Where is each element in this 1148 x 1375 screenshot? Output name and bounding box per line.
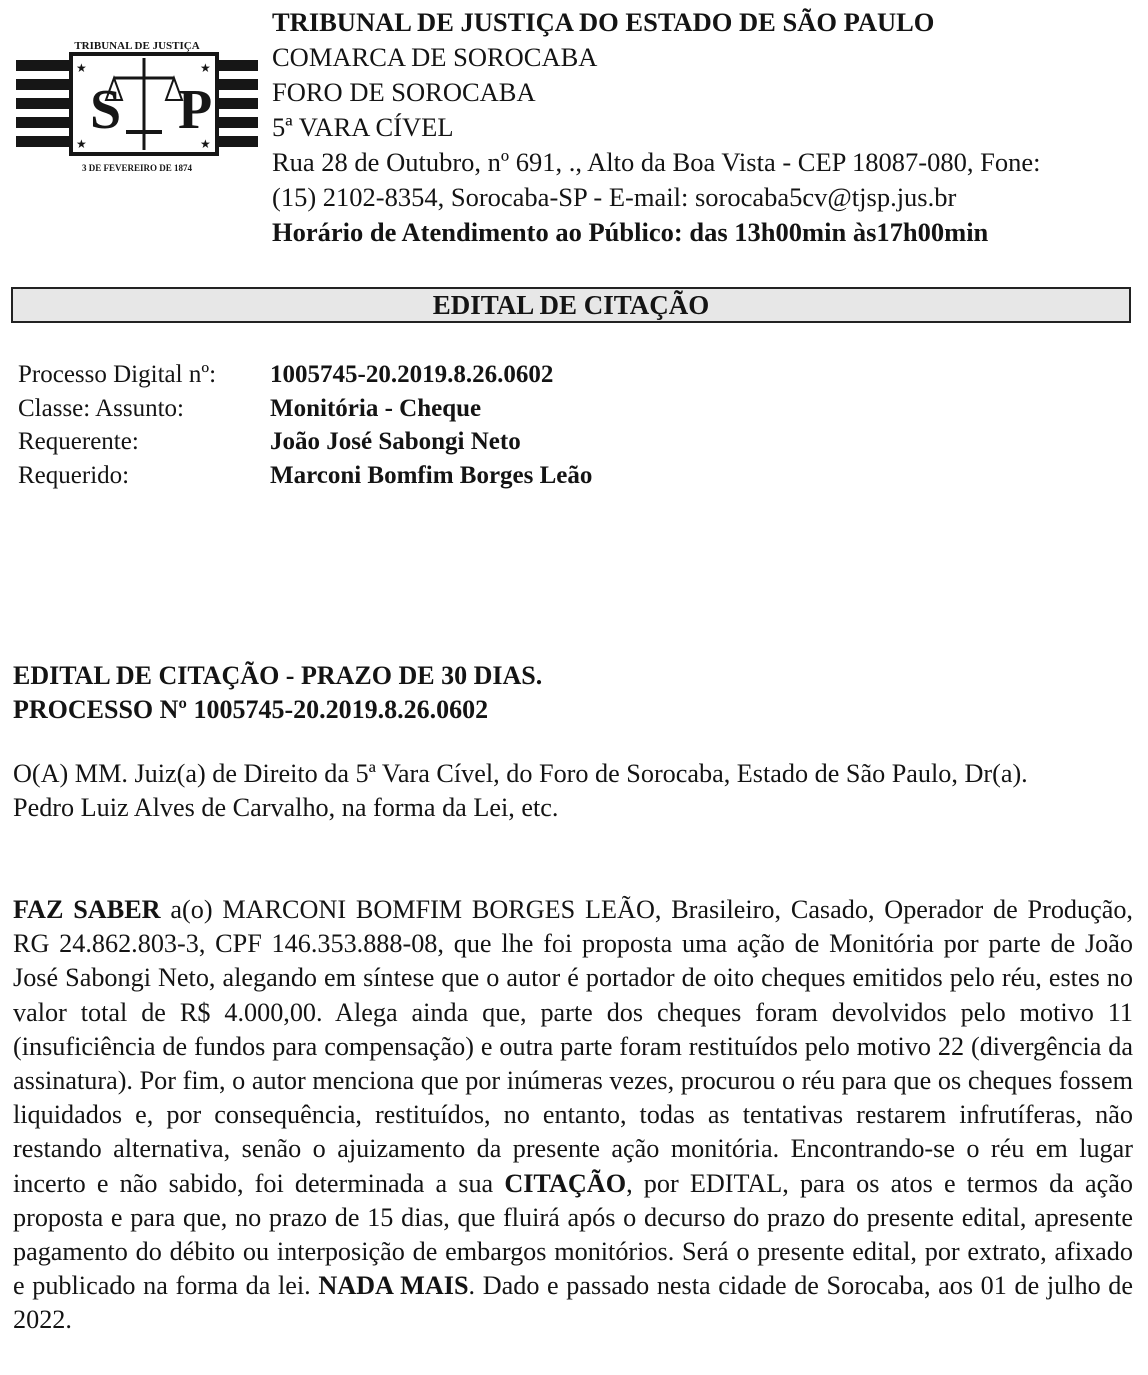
nada-mais-label: NADA MAIS	[318, 1271, 469, 1301]
case-info-value: Marconi Bomfim Borges Leão	[270, 461, 593, 489]
comarca: COMARCA DE SOROCABA	[272, 42, 598, 72]
case-info	[18, 358, 592, 492]
foro: FORO DE SOROCABA	[272, 77, 536, 107]
case-info-row	[18, 425, 592, 459]
case-info-value: 1005745-20.2019.8.26.0602	[270, 361, 554, 388]
document-title: EDITAL DE CITAÇÃO	[11, 287, 1131, 323]
faz-saber-label: FAZ SABER	[13, 895, 161, 924]
case-info-label: Requerente:	[18, 428, 139, 455]
logo-top-text: TRIBUNAL DE JUSTIÇA	[74, 40, 200, 52]
address-line-1: Rua 28 de Outubro, nº 691, ., Alto da Boa Vista - CEP 18087-080, Fone:	[272, 147, 1041, 177]
vara: 5ª VARA CÍVEL	[272, 112, 454, 142]
court-name: TRIBUNAL DE JUSTIÇA DO ESTADO DE SÃO PAULO	[272, 7, 935, 37]
intro-paragraph	[13, 757, 1133, 825]
case-info-label: Requerido:	[18, 461, 130, 489]
intro-line-1: O(A) MM. Juiz(a) de Direito da 5ª Vara Cível, do Foro de Sorocaba, Estado de São Paulo, Dr(a).	[13, 759, 1028, 788]
case-info-label: Classe: Assunto:	[18, 394, 184, 422]
intro-line-2: Pedro Luiz Alves de Carvalho, na forma da Lei, etc.	[13, 793, 559, 822]
logo-letter-s: S	[90, 79, 122, 141]
edital-heading	[13, 659, 542, 727]
body-paragraph	[13, 893, 1133, 1338]
body-text-part-1: a(o) MARCONI BOMFIM BORGES LEÃO, Brasileiro, Casado, Operador de Produção, RG 24.862.803-3, CPF 146.353.888-08, que lhe foi proposta uma ação de Monitória por parte de João José Sabongi Neto, alegando em síntese que o autor é portador de oito cheques emitidos pelo réu, estes no valor total de R$ 4.000,00. Alega ainda que, parte dos cheques foram devolvidos pelo motivo 11 (insuficiência de fundos para compensação) e outra parte foram restituídos pelo motivo 22 (divergência da assinatura). Por fim, o autor menciona que por inúmeras vezes, procurou o réu para que os cheques fossem liquidados e, por consequência, restituídos, no entanto, todas as tentativas restarem infrutíferas, não restando alternativa, senão o ajuizamento da presente ação monitória. Encontrando-se o réu em lugar incerto e não sabido, foi determinada a sua	[13, 895, 1133, 1198]
star-icon: ★	[76, 137, 87, 151]
case-info-label: Processo Digital nº:	[18, 361, 217, 388]
body-text-part-3: . Dado e passado nesta cidade de Sorocaba, aos 01 de julho de 2022.	[13, 1271, 1133, 1335]
logo-letter-p: P	[178, 79, 213, 141]
court-header	[272, 5, 1142, 250]
star-icon: ★	[200, 61, 211, 75]
tjsp-logo	[16, 40, 258, 174]
case-info-value: Monitória - Cheque	[270, 394, 482, 422]
office-hours: Horário de Atendimento ao Público: das 13h00min às17h00min	[272, 217, 989, 247]
citacao-label: CITAÇÃO	[504, 1168, 627, 1198]
address-line-2: (15) 2102-8354, Sorocaba-SP - E-mail: sorocaba5cv@tjsp.jus.br	[272, 182, 957, 212]
star-icon: ★	[200, 137, 211, 151]
star-icon: ★	[76, 61, 87, 75]
case-info-row	[18, 392, 592, 426]
case-info-row	[18, 459, 592, 493]
logo-bottom-text: 3 DE FEVEREIRO DE 1874	[81, 163, 193, 173]
edital-heading-line-2: PROCESSO Nº 1005745-20.2019.8.26.0602	[13, 695, 489, 724]
case-info-value: João José Sabongi Neto	[270, 428, 521, 455]
case-info-row	[18, 358, 592, 392]
edital-heading-line-1: EDITAL DE CITAÇÃO - PRAZO DE 30 DIAS.	[13, 661, 543, 690]
body-text-part-2: , por EDITAL, para os atos e termos da ação proposta e para que, no prazo de 15 dias, que fluirá após o decurso do prazo do presente edital, apresente pagamento do débito ou interposição de embargos monitórios. Será o presente edital, por extrato, afixado e publicado na forma da lei.	[13, 1168, 1133, 1301]
